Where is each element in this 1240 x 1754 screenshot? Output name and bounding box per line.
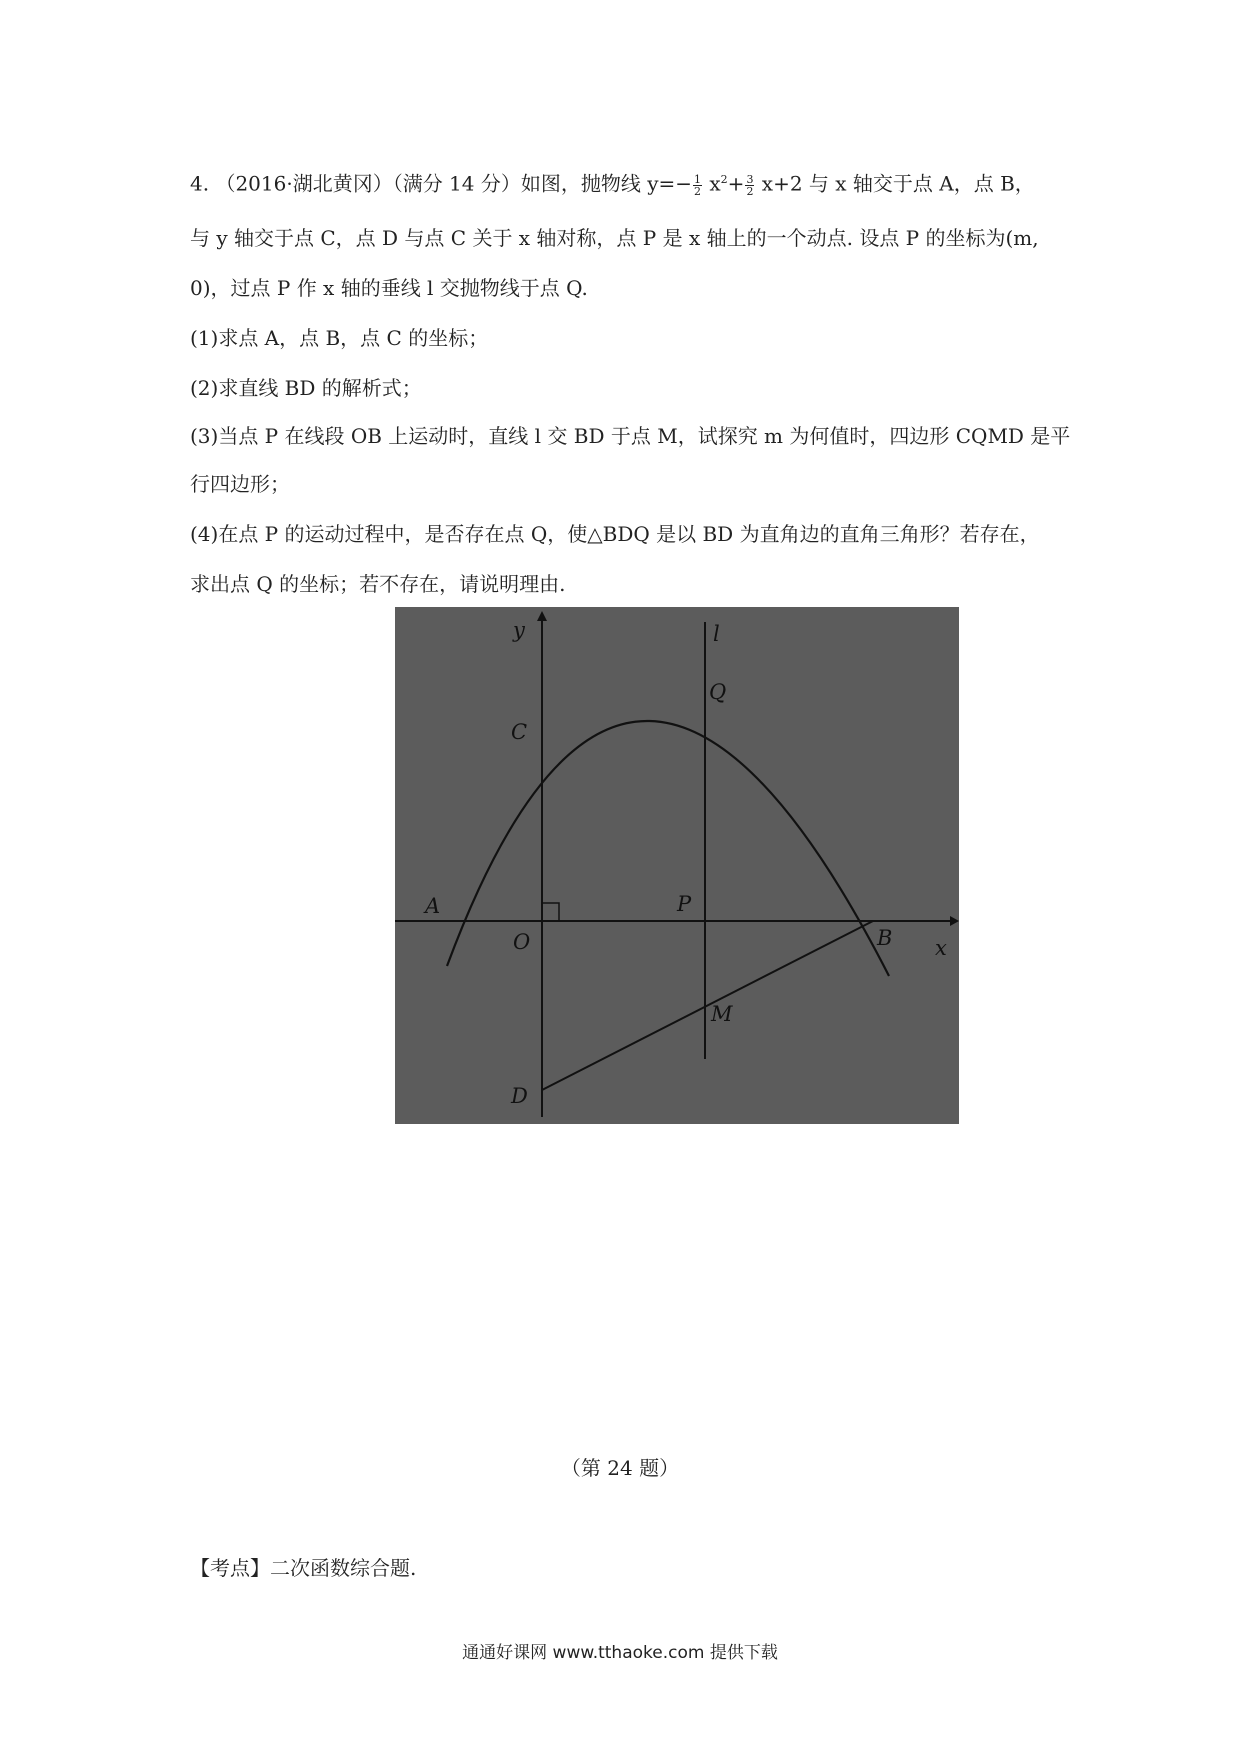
problem-line-2: 与 y 轴交于点 C，点 D 与点 C 关于 x 轴对称，点 P 是 x 轴上的一个动点. 设点 P 的坐标为(m, [190, 226, 1039, 250]
frac2-num: 3 [746, 172, 754, 186]
question-4-line-1: (4)在点 P 的运动过程中，是否存在点 Q，使△BDQ 是以 BD 为直角边的直角三角形？若存在， [190, 522, 1040, 546]
x-axis-arrow [950, 916, 959, 926]
frac1-num: 1 [694, 172, 702, 186]
figure-caption: （第 24 题） [560, 1456, 680, 1480]
label-x: x [935, 936, 947, 960]
label-c: C [511, 720, 528, 744]
label-m: M [711, 1002, 733, 1026]
y-axis-arrow [537, 611, 547, 621]
line1-plus: + [727, 171, 745, 196]
label-q: Q [709, 680, 727, 704]
label-b: B [877, 926, 893, 950]
parabola-figure [395, 607, 959, 1124]
problem-line-3: 0)，过点 P 作 x 轴的垂线 l 交抛物线于点 Q. [190, 276, 588, 300]
label-y: y [513, 618, 525, 642]
fraction-three-halves [745, 174, 754, 197]
frac1-den: 2 [694, 184, 702, 198]
question-4-line-2: 求出点 Q 的坐标；若不存在，请说明理由. [190, 572, 566, 596]
label-o: O [513, 930, 531, 954]
label-a: A [425, 894, 441, 918]
frac2-den: 2 [746, 184, 754, 198]
segment-bd [542, 921, 873, 1090]
line1-suffix: x+2 与 x 轴交于点 A，点 B， [755, 171, 1035, 196]
figure-svg [395, 607, 959, 1124]
line1-sup: 2 [720, 173, 728, 186]
line1-prefix: 4. （2016·湖北黄冈）（满分 14 分）如图，抛物线 y=− [190, 171, 693, 196]
problem-line-1 [190, 166, 1060, 198]
kaodian-note: 【考点】二次函数综合题. [190, 1556, 417, 1580]
label-d: D [511, 1084, 528, 1108]
line1-x: x [703, 171, 721, 196]
fraction-one-half [693, 174, 702, 197]
label-p: P [677, 892, 692, 916]
question-2: (2)求直线 BD 的解析式； [190, 376, 422, 400]
question-3-line-1: (3)当点 P 在线段 OB 上运动时，直线 l 交 BD 于点 M，试探究 m 为何值时，四边形 CQMD 是平 [190, 424, 1071, 448]
page-footer: 通通好课网 www.tthaoke.com 提供下载 [462, 1643, 778, 1663]
question-1: (1)求点 A，点 B，点 C 的坐标； [190, 326, 489, 350]
label-l: l [713, 622, 720, 646]
right-angle-marker [542, 903, 559, 921]
question-3-line-2: 行四边形； [190, 472, 290, 496]
